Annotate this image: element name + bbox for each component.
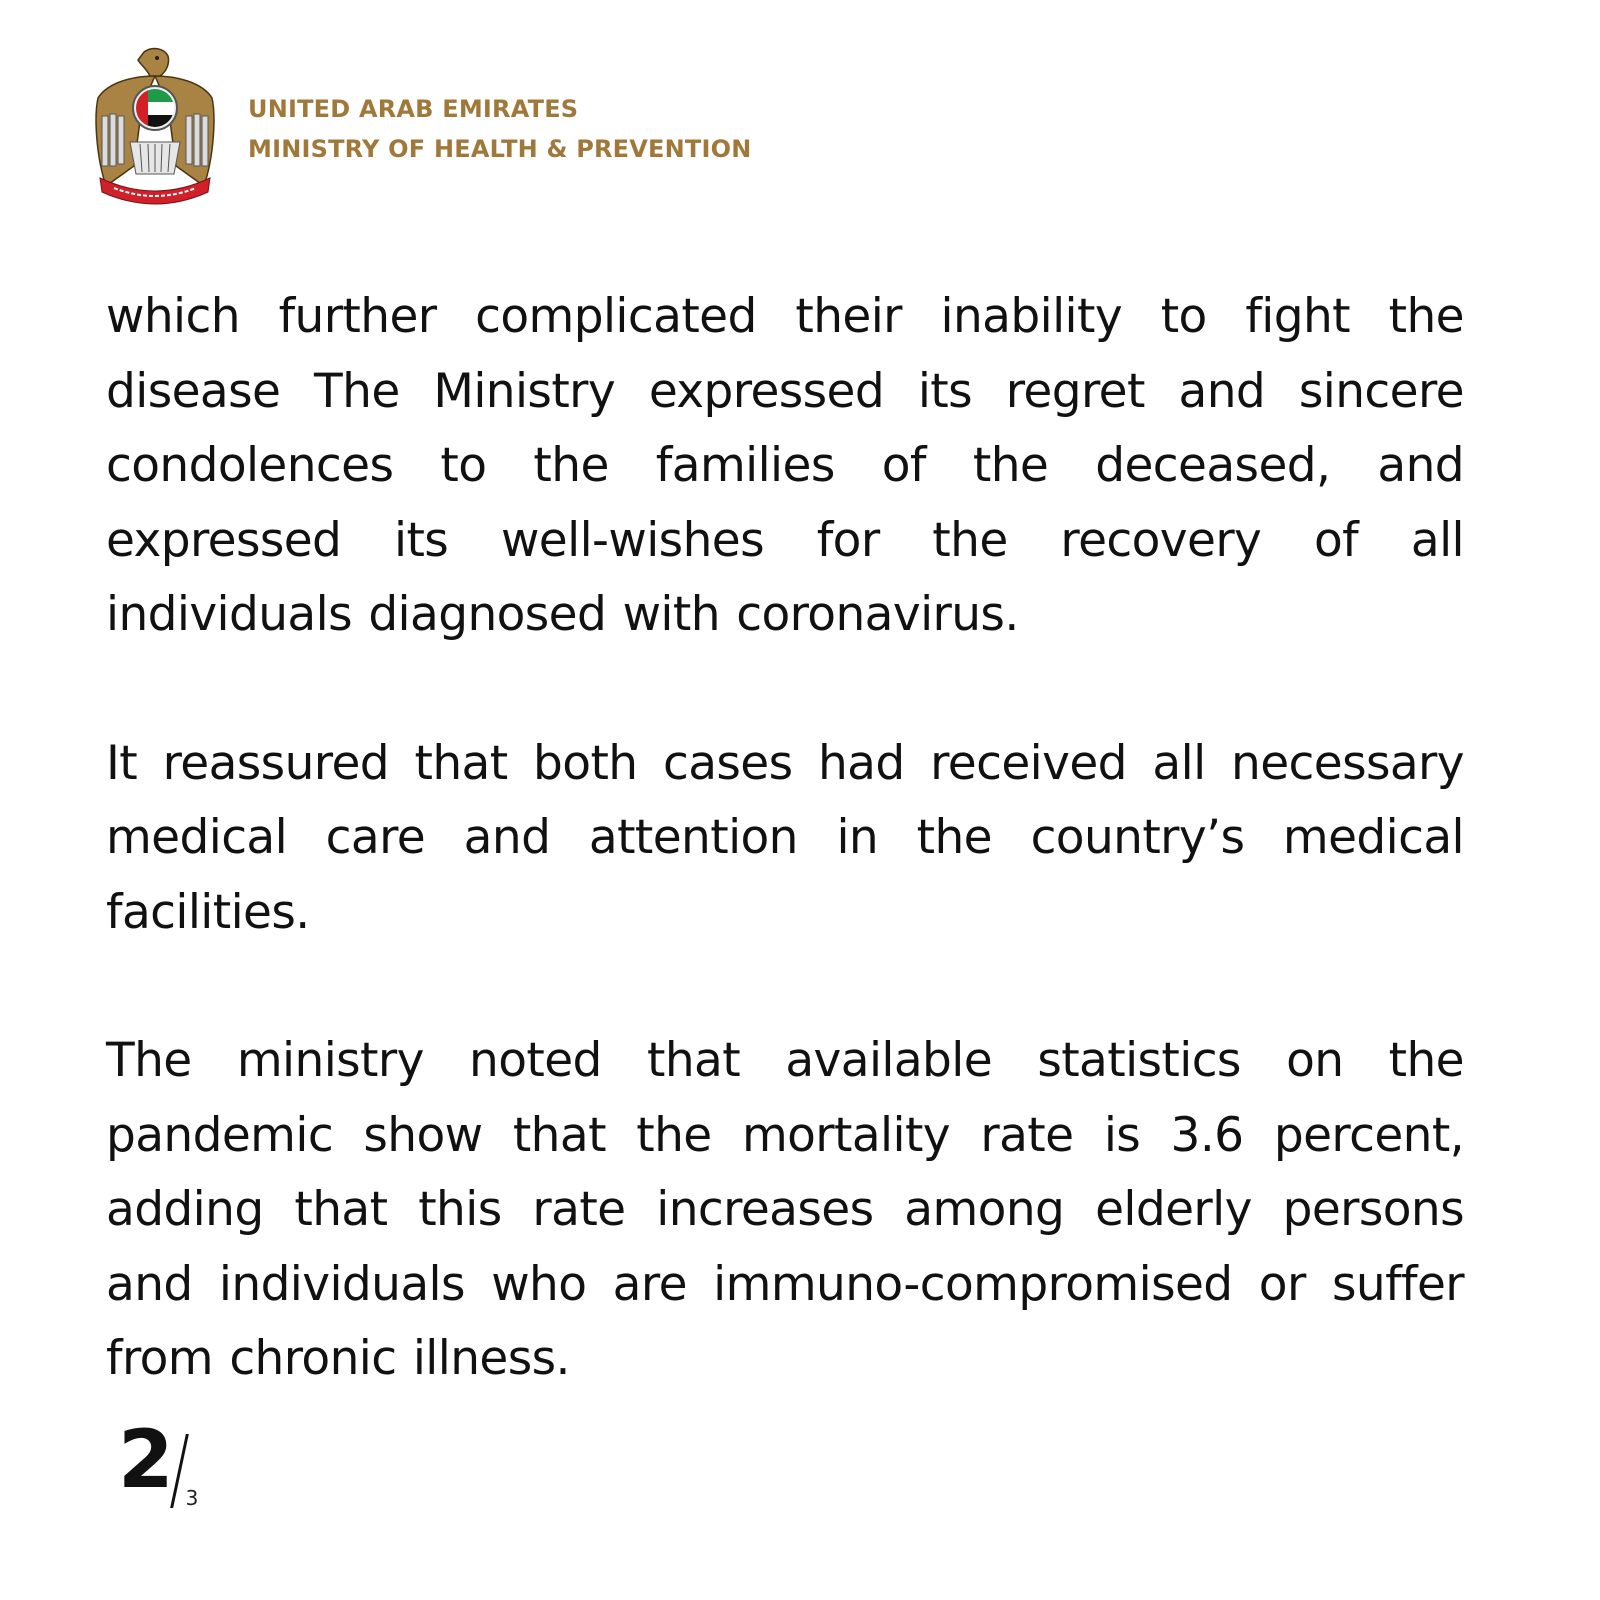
organization-name [248,89,752,169]
uae-emblem-logo [94,46,216,206]
ministry-name: MINISTRY OF HEALTH & PREVENTION [248,135,752,163]
page-indicator [118,1413,199,1510]
paragraph-condolences: which further complicated their inability to fight the disease The Ministry expressed its regret and sincere condolences to the families of the deceased, and expressed its well-wishes for the recovery of all individuals diagnosed with coronavirus. [106,289,1464,642]
page-current: 2 [118,1413,174,1506]
paragraph-mortality-rate: The ministry noted that available statistics on the pandemic show that the mortality rate is 3.6 percent, adding that this rate increases among elderly persons and individuals who are immuno-compromised or suffer from chronic illness. [106,1033,1464,1386]
header [94,46,752,206]
country-name: UNITED ARAB EMIRATES [248,95,579,123]
paragraph-medical-care: It reassured that both cases had received all necessary medical care and attention in the country’s medical facilities. [106,735,1464,940]
statement-body [106,280,1464,1471]
page-total: 3 [185,1486,199,1510]
